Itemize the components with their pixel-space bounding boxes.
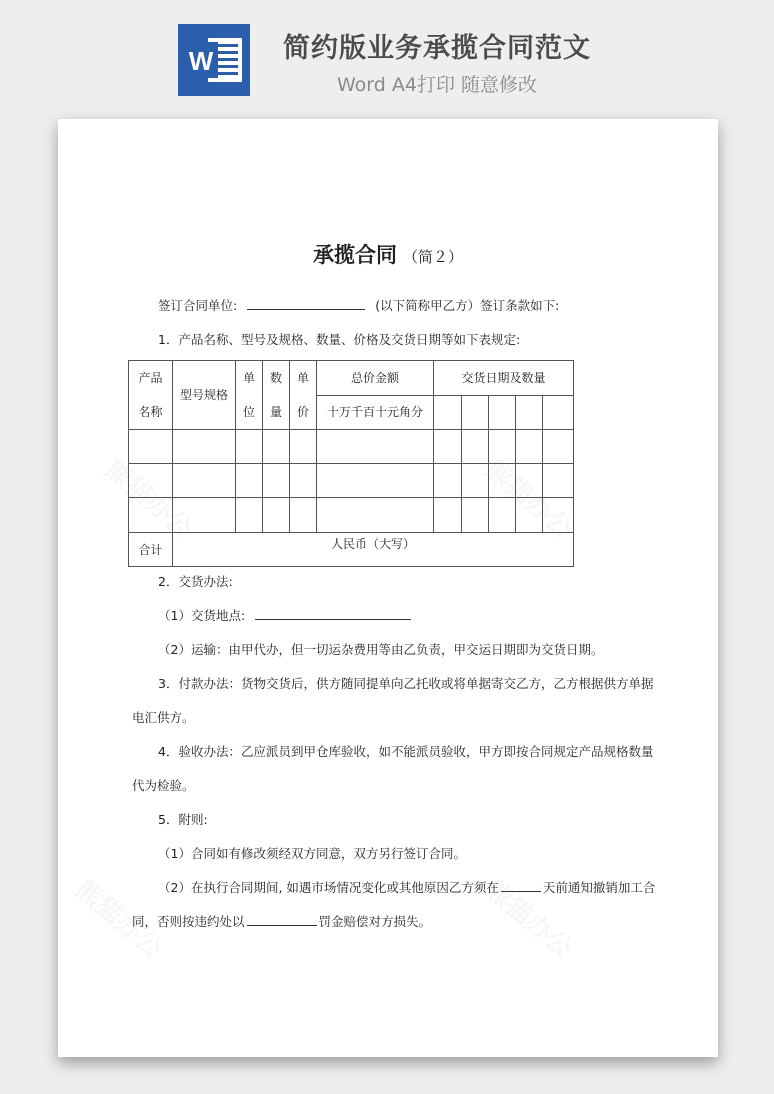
- table-cell[interactable]: [290, 498, 317, 533]
- table-cell[interactable]: [129, 498, 173, 533]
- table-cell[interactable]: [317, 464, 434, 498]
- intro-prefix: 签订合同单位:: [158, 298, 238, 313]
- table-cell[interactable]: [434, 395, 462, 430]
- table-cell[interactable]: [543, 430, 574, 464]
- document-title: [58, 239, 718, 269]
- table-cell[interactable]: [489, 464, 516, 498]
- table-cell[interactable]: [516, 464, 543, 498]
- penalty-blank[interactable]: [247, 913, 317, 926]
- table-cell[interactable]: [263, 430, 290, 464]
- product-table: [128, 360, 574, 567]
- clause-3-line-2: 电汇供方。: [132, 710, 195, 725]
- clause-2-2: （2）运输：由甲代办，但一切运杂费用等由乙负责，甲交运日期即为交货日期。: [158, 642, 604, 657]
- table-cell[interactable]: [236, 430, 263, 464]
- table-cell[interactable]: [516, 395, 543, 430]
- table-cell[interactable]: [173, 430, 236, 464]
- table-cell[interactable]: [317, 430, 434, 464]
- clause-1: 1．产品名称、型号及规格、数量、价格及交货日期等如下表规定:: [158, 332, 521, 347]
- footer-rmb[interactable]: 人民币（大写）: [173, 533, 574, 567]
- table-cell[interactable]: [543, 395, 574, 430]
- clause-5-2-line-2: [132, 912, 431, 930]
- header-title: 简约版业务承揽合同范文: [283, 33, 591, 64]
- clause-5-2-part-4: 罚金赔偿对方损失。: [318, 914, 432, 929]
- table-cell[interactable]: [434, 430, 462, 464]
- table-cell[interactable]: [290, 464, 317, 498]
- table-cell[interactable]: [462, 498, 489, 533]
- header-subtitle: Word A4打印 随意修改: [336, 74, 537, 96]
- clause-2: 2．交货办法:: [158, 574, 233, 589]
- table-cell[interactable]: [462, 464, 489, 498]
- table-row: [129, 464, 574, 498]
- table-cell[interactable]: [173, 464, 236, 498]
- table-cell[interactable]: [236, 498, 263, 533]
- table-cell[interactable]: [317, 498, 434, 533]
- header-total-digits: 十万千百十元角分: [317, 395, 434, 430]
- clause-5-2-part-3: 同，否则按违约处以: [132, 914, 245, 929]
- table-cell[interactable]: [434, 498, 462, 533]
- table-cell[interactable]: [129, 464, 173, 498]
- table-row: [129, 430, 574, 464]
- header-quantity: 数 量: [263, 361, 290, 430]
- clause-3-line-1: 3．付款办法：货物交货后，供方随同提单向乙托收或将单据寄交乙方，乙方根据供方单据: [158, 676, 654, 691]
- unit-blank[interactable]: [247, 297, 365, 310]
- table-cell[interactable]: [129, 430, 173, 464]
- intro-suffix: (以下简称甲乙方）签订条款如下:: [375, 298, 560, 313]
- clause-4-line-2: 代为检验。: [132, 778, 195, 793]
- table-row: [129, 498, 574, 533]
- days-blank[interactable]: [501, 879, 541, 892]
- table-cell[interactable]: [462, 430, 489, 464]
- word-icon: [178, 24, 250, 96]
- header-model: 型号规格: [173, 361, 236, 430]
- table-cell[interactable]: [434, 464, 462, 498]
- header-unit: 单 位: [236, 361, 263, 430]
- clause-2-1-label: （1）交货地点:: [158, 608, 246, 623]
- table-cell[interactable]: [543, 498, 574, 533]
- clause-5-1: （1）合同如有修改须经双方同意，双方另行签订合同。: [158, 846, 466, 861]
- document-title-main: 承揽合同: [312, 243, 397, 267]
- table-cell[interactable]: [489, 430, 516, 464]
- table-cell[interactable]: [516, 430, 543, 464]
- header: [0, 0, 774, 110]
- header-total-amount: 总价金额: [317, 361, 434, 396]
- table-cell[interactable]: [173, 498, 236, 533]
- footer-total-label: 合计: [129, 533, 173, 567]
- intro-line: [158, 296, 559, 314]
- table-cell[interactable]: [516, 498, 543, 533]
- header-product-name: 产品 名称: [129, 361, 173, 430]
- table-total-row: [129, 533, 574, 567]
- table-cell[interactable]: [489, 395, 516, 430]
- table-cell[interactable]: [236, 464, 263, 498]
- clause-5-2-part-1: （2）在执行合同期间, 如遇市场情况变化或其他原因乙方须在: [158, 880, 499, 895]
- table-cell[interactable]: [290, 430, 317, 464]
- table-cell[interactable]: [543, 464, 574, 498]
- table-cell[interactable]: [263, 498, 290, 533]
- clause-5-2-part-2: 天前通知撤销加工合: [542, 880, 656, 895]
- header-delivery: 交货日期及数量: [434, 361, 574, 396]
- header-unit-price: 单 价: [290, 361, 317, 430]
- clause-5: 5．附则:: [158, 812, 208, 827]
- document-page: [58, 119, 718, 1057]
- clause-4-line-1: 4．验收办法：乙应派员到甲仓库验收，如不能派员验收，甲方即按合同规定产品规格数量: [158, 744, 654, 759]
- document-title-suffix: （简２）: [402, 248, 463, 266]
- clause-2-1: [158, 606, 411, 624]
- table-cell[interactable]: [263, 464, 290, 498]
- word-icon-letter: W: [188, 46, 214, 76]
- delivery-place-blank[interactable]: [255, 607, 411, 620]
- table-cell[interactable]: [462, 395, 489, 430]
- clause-5-2-line-1: [158, 878, 655, 896]
- table-cell[interactable]: [489, 498, 516, 533]
